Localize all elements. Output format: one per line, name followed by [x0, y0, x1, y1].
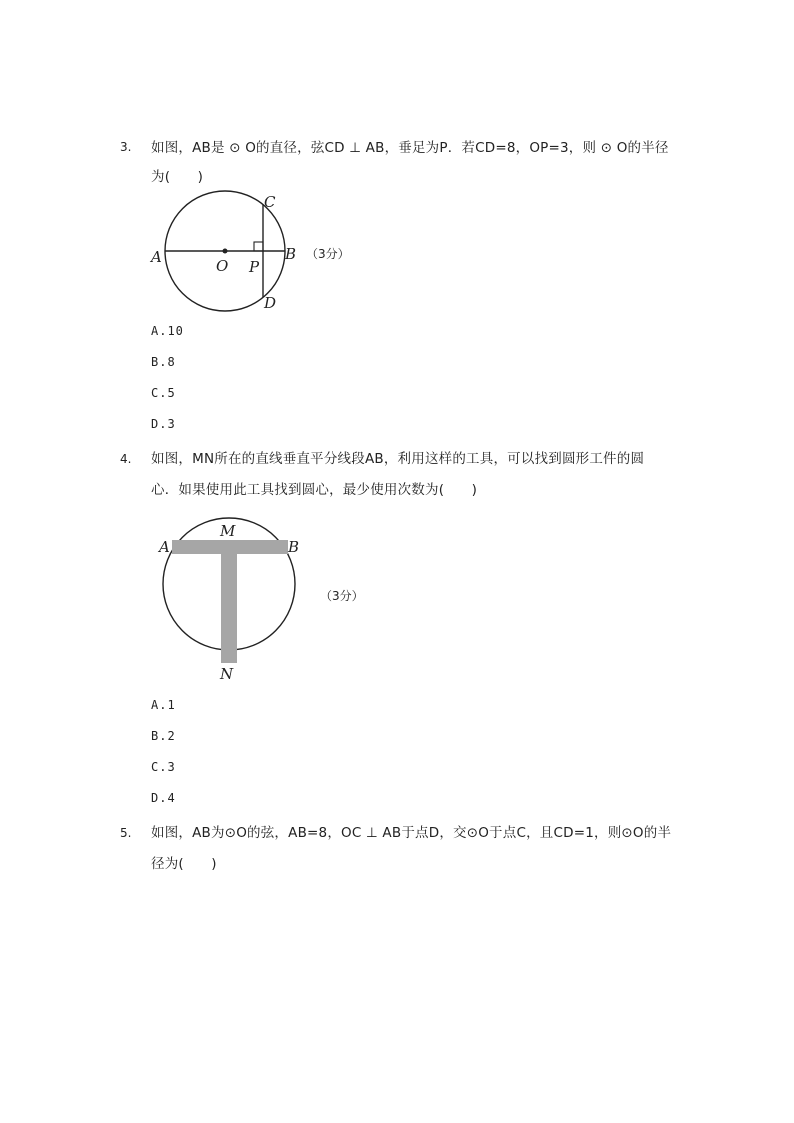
question-4-text-line1: 如图，MN所在的直线垂直平分线段AB，利用这样的工具，可以找到圆形工件的圆	[151, 451, 645, 467]
label-d: D	[264, 294, 277, 312]
question-3-option-d: D.3	[151, 417, 176, 431]
question-3-text-line1: 如图，AB是 ⊙ O的直径，弦CD ⊥ AB，垂足为P．若CD=8，OP=3，则 ⊙ O的半径	[151, 140, 669, 156]
question-4-figure	[150, 512, 320, 687]
question-3-number: 3.	[120, 140, 132, 154]
question-4-option-a: A.1	[151, 698, 176, 712]
question-5-number: 5.	[120, 826, 132, 840]
label-a: A	[151, 248, 162, 266]
question-4-text-line2: 心．如果使用此工具找到圆心，最少使用次数为( )	[151, 482, 478, 498]
question-4-option-b: B.2	[151, 729, 176, 743]
center-point-o	[223, 249, 228, 254]
question-3-option-b: B.8	[151, 355, 176, 369]
label-m: M	[220, 522, 236, 540]
question-3-option-c: C.5	[151, 386, 176, 400]
question-3-option-a: A.10	[151, 324, 184, 338]
label-p: P	[249, 258, 260, 276]
label-o: O	[216, 257, 229, 275]
question-4-number: 4.	[120, 452, 132, 466]
question-4-score: （3分）	[320, 589, 364, 603]
label-n: N	[220, 665, 234, 683]
label-c: C	[264, 193, 276, 211]
t-square-crossbar	[172, 540, 288, 554]
question-4-option-c: C.3	[151, 760, 176, 774]
right-angle-mark	[254, 242, 263, 251]
label-a: A	[159, 538, 170, 556]
question-3-figure	[140, 185, 330, 315]
question-3-text-line2: 为( )	[151, 169, 204, 185]
question-5-text-line1: 如图，AB为⊙O的弦，AB=8，OC ⊥ AB于点D，交⊙O于点C，且CD=1，则⊙O的半	[151, 825, 672, 841]
question-4-option-d: D.4	[151, 791, 176, 805]
t-square-stem	[221, 552, 237, 663]
label-b: B	[288, 538, 300, 556]
label-b: B	[285, 245, 297, 263]
question-3-score: （3分）	[306, 247, 350, 261]
question-5-text-line2: 径为( )	[151, 856, 217, 872]
